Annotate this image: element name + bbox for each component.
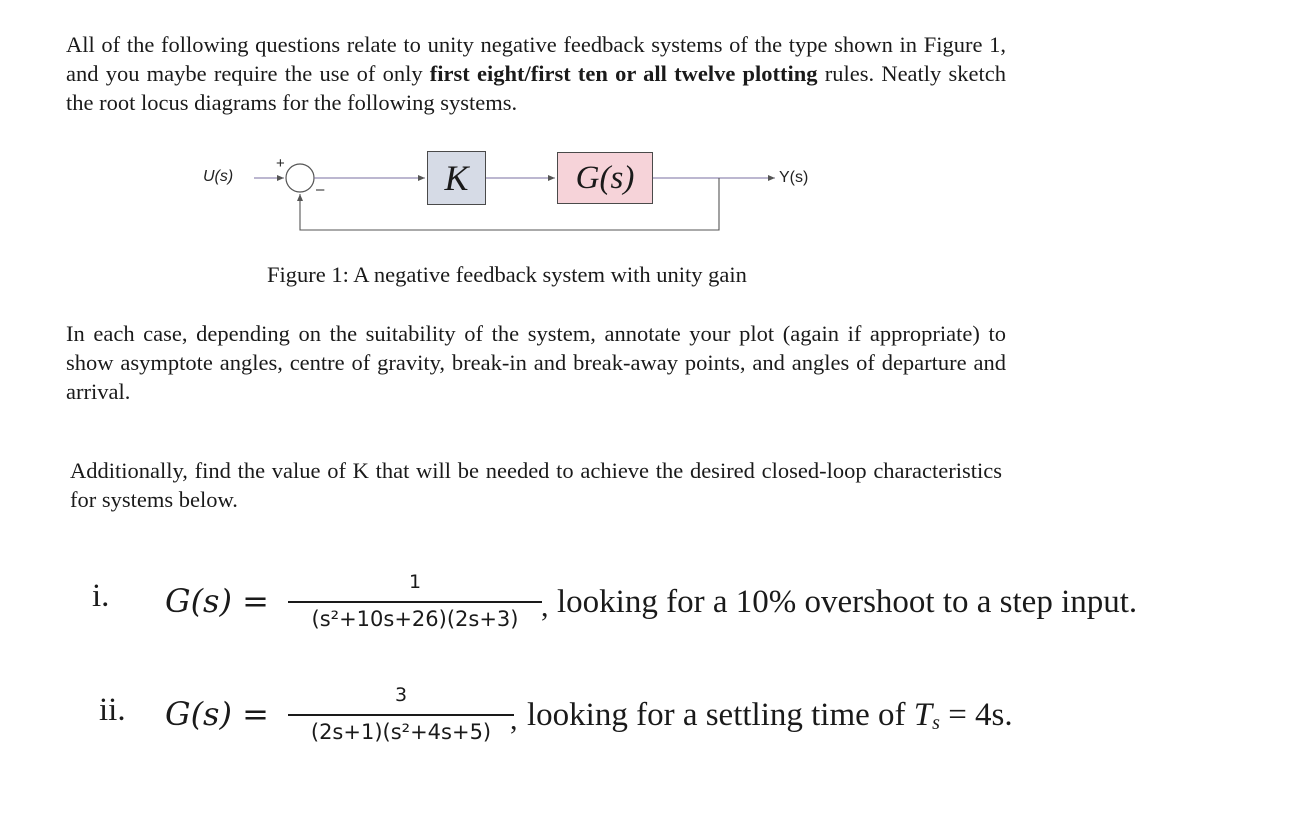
controller-block bbox=[427, 151, 486, 205]
fraction-bar bbox=[288, 714, 514, 716]
fraction-numerator: 3 bbox=[394, 684, 408, 706]
problem-numeral: i. bbox=[92, 578, 110, 614]
equation-lhs: G(s) = bbox=[165, 582, 269, 620]
summing-junction bbox=[286, 164, 314, 192]
instructions-paragraph: In each case, depending on the suitability of the system, annotate your plot (again if appropriate) to show asymptote angles, centre of gravity, break-in and break-away points, and angles of departure and arrival. bbox=[66, 321, 1006, 404]
intro-paragraph bbox=[66, 30, 1006, 117]
additional-paragraph: Additionally, find the value of K that will be needed to achieve the desired closed-loop characteristics for systems below. bbox=[70, 458, 1002, 512]
minus-sign: – bbox=[316, 181, 325, 198]
plus-sign: + bbox=[276, 155, 285, 172]
settling-time-symbol: T bbox=[913, 697, 933, 733]
problem-requirement bbox=[527, 697, 1013, 735]
equation-lhs: G(s) = bbox=[165, 695, 269, 733]
requirement-suffix: = 4s. bbox=[939, 697, 1013, 733]
equation-comma: , bbox=[510, 703, 518, 736]
requirement-prefix: looking for a settling time of bbox=[527, 697, 914, 733]
plant-label: G(s) bbox=[575, 159, 635, 196]
transfer-function-fraction bbox=[288, 681, 514, 751]
settling-time-subscript: s bbox=[932, 712, 940, 734]
fraction-denominator: (s²+10s+26)(2s+3) bbox=[311, 607, 519, 631]
output-label: Y(s) bbox=[779, 169, 809, 186]
controller-label: K bbox=[444, 158, 469, 198]
transfer-function-fraction bbox=[288, 568, 542, 638]
input-label: U(s) bbox=[203, 168, 234, 185]
fraction-bar bbox=[288, 601, 542, 603]
intro-bold-rules: first eight/first ten or all twelve plotting bbox=[429, 61, 818, 86]
figure-caption: Figure 1: A negative feedback system with unity gain bbox=[267, 262, 747, 287]
feedback-path bbox=[300, 178, 719, 230]
plant-block bbox=[557, 152, 653, 204]
fraction-numerator: 1 bbox=[408, 571, 422, 593]
problem-numeral: ii. bbox=[99, 692, 126, 728]
fraction-denominator: (2s+1)(s²+4s+5) bbox=[310, 720, 492, 744]
equation-comma: , bbox=[541, 590, 549, 623]
intro-text-after: rules. Neatly sketch the root locus diagrams for the following systems. bbox=[66, 61, 1006, 115]
problem-requirement: looking for a 10% overshoot to a step input. bbox=[557, 584, 1138, 620]
intro-text-before: All of the following questions relate to unity negative feedback systems of the type shown in Figure 1, and you maybe require the use of only bbox=[66, 32, 1006, 86]
